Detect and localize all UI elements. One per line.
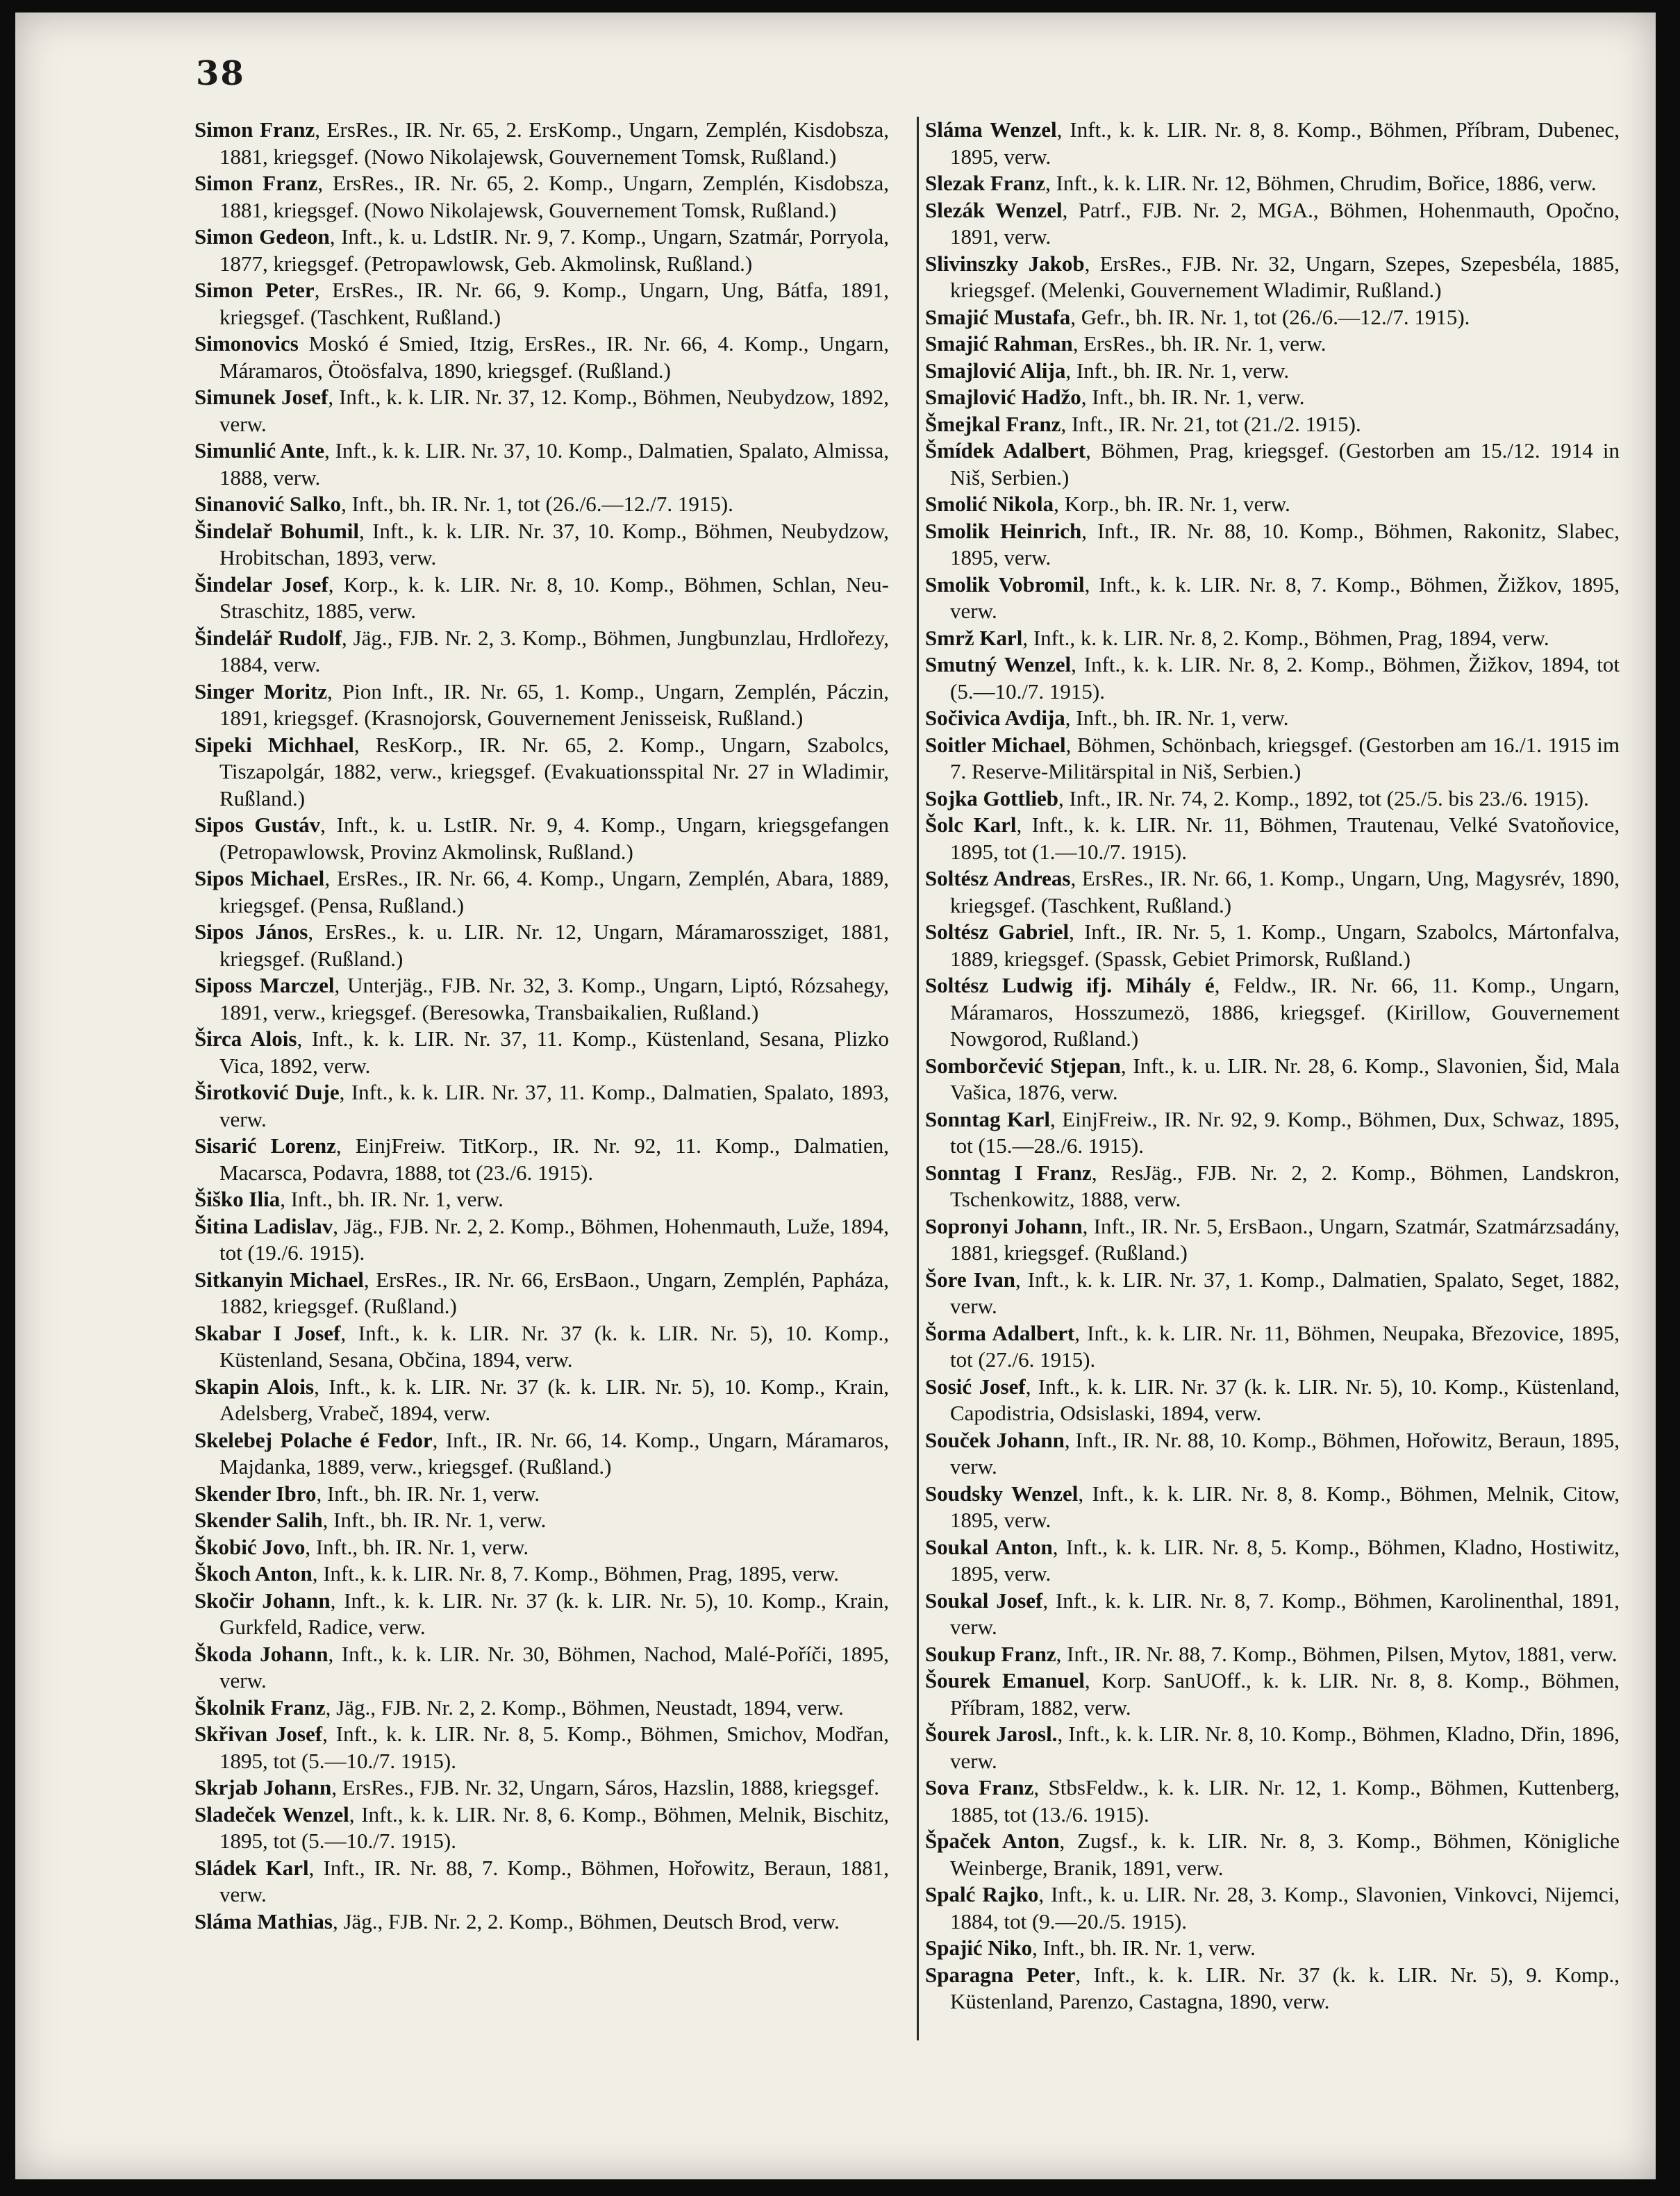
register-entry [194,117,889,170]
entry-details: , Korp., k. k. LIR. Nr. 8, 10. Komp., Böhmen, Schlan, Neu-Straschitz, 1885, verw. [219,572,889,623]
entry-details: , Inft., IR. Nr. 88, 10. Komp., Böhmen, Rakonitz, Slabec, 1895, verw. [950,518,1620,569]
entry-name: Simonovics [194,331,299,356]
entry-details: , Jäg., FJB. Nr. 2, 2. Komp., Böhmen, Hohenmauth, Luže, 1894, tot (19./6. 1915). [219,1213,889,1265]
entry-name: Smrž Karl [925,625,1023,650]
register-entry [925,972,1620,1053]
entry-details: , ErsRes., IR. Nr. 65, 2. ErsKomp., Ungarn, Zemplén, Kisdobsza, 1881, kriegsgef. (Nowo Nikolajewsk, Gouvernement Tomsk, Rußland.) [219,117,889,169]
entry-details: , Inft., k. k. LIR. Nr. 8, 7. Komp., Böhmen, Karolinenthal, 1891, verw. [950,1588,1620,1639]
register-entry [925,1774,1620,1828]
entry-details: , Inft., bh. IR. Nr. 1, verw. [280,1187,504,1211]
entry-details: , ErsRes., IR. Nr. 66, ErsBaon., Ungarn, Zemplén, Papháza, 1882, kriegsgef. (Rußland.) [219,1267,889,1318]
entry-name: Šourek Jarosl. [925,1722,1058,1746]
entry-details: , Inft., IR. Nr. 88, 10. Komp., Böhmen, Hořowitz, Beraun, 1895, verw. [950,1427,1620,1479]
register-entry [925,705,1620,732]
register-entry [925,812,1620,865]
entry-details: , Inft., k. k. LIR. Nr. 37 (k. k. LIR. Nr. 5), 10. Komp., Krain, Gurkfeld, Radice, verw. [219,1588,889,1639]
register-entry [194,331,889,384]
register-entry [194,972,889,1026]
entry-details: , Korp., bh. IR. Nr. 1, verw. [1054,492,1290,516]
entry-name: Spajić Niko [925,1936,1033,1960]
register-entry [194,1908,889,1936]
entry-name: Škoch Anton [194,1561,313,1586]
entry-details: , Inft., k. k. LIR. Nr. 37, 10. Komp., Böhmen, Neubydzow, Hrobitschan, 1893, verw. [219,518,889,569]
register-entry [194,625,889,679]
register-entry [925,1481,1620,1534]
register-entry [194,1213,889,1267]
entry-name: Skender Salih [194,1508,323,1532]
entry-name: Sipos János [194,920,308,944]
entry-details: , Inft., k. k. LIR. Nr. 8, 5. Komp., Böhmen, Kladno, Hostiwitz, 1895, verw. [950,1534,1620,1586]
register-entry [194,1695,889,1722]
entry-details: , ErsRes., IR. Nr. 65, 2. Komp., Ungarn, Zemplén, Kisdobsza, 1881, kriegsgef. (Nowo Nikolajewsk, Gouvernement Tomsk, Rußland.) [219,171,889,222]
entry-name: Slivinszky Jakob [925,251,1085,276]
register-entry [194,1026,889,1079]
entry-name: Simunlić Ante [194,438,324,463]
entry-name: Sonntag I Franz [925,1160,1092,1185]
register-entry [925,1160,1620,1213]
register-entry [925,865,1620,919]
entry-name: Soltész Gabriel [925,920,1070,944]
register-entry [925,304,1620,331]
entry-details: , Böhmen, Schönbach, kriegsgef. (Gestorben am 16./1. 1915 im 7. Reserve-Militärspital in Niš, Serbien.) [950,732,1620,783]
register-entry [925,1374,1620,1427]
entry-name: Soitler Michael [925,732,1066,757]
register-entry [925,732,1620,785]
entry-name: Smolik Heinrich [925,518,1082,543]
entry-details: , Inft., bh. IR. Nr. 1, verw. [305,1534,529,1559]
register-entry [194,1267,889,1320]
entry-name: Souček Johann [925,1427,1065,1452]
left-column [194,117,889,1935]
entry-name: Skelebej Polache é Fedor [194,1427,433,1452]
entry-name: Slezak Franz [925,171,1046,195]
entry-name: Skender Ibro [194,1481,317,1506]
register-entry [925,411,1620,438]
register-entry [194,919,889,972]
entry-details: , Inft., k. k. LIR. Nr. 8, 5. Komp., Böhmen, Smichov, Modřan, 1895, tot (5.—10./7. 1915). [219,1722,889,1773]
entry-name: Škobić Jovo [194,1534,306,1559]
entry-name: Soltész Ludwig ifj. Mihály é [925,973,1215,997]
entry-name: Šiško Ilia [194,1187,281,1211]
entry-name: Sládek Karl [194,1855,309,1880]
register-entry [194,438,889,491]
entry-name: Sojka Gottlieb [925,785,1059,810]
register-entry [925,1962,1620,2015]
entry-details: , Inft., IR. Nr. 5, 1. Komp., Ungarn, Szabolcs, Mártonfalva, 1889, kriegsgef. (Spassk, Gebiet Primorsk, Rußland.) [950,920,1620,971]
entry-name: Sladeček Wenzel [194,1802,349,1827]
entry-name: Sitkanyin Michael [194,1267,364,1292]
entry-details: , Inft., bh. IR. Nr. 1, verw. [1065,706,1289,730]
entry-name: Skabar I Josef [194,1320,341,1345]
entry-name: Šindelar Josef [194,572,328,597]
entry-name: Sisarić Lorenz [194,1133,336,1158]
entry-details: , Inft., k. k. LIR. Nr. 12, Böhmen, Chrudim, Bořice, 1886, verw. [1045,171,1597,195]
entry-details: , Inft., IR. Nr. 74, 2. Komp., 1892, tot (25./5. bis 23./6. 1915). [1058,785,1589,810]
register-entry [194,1802,889,1855]
register-entry [194,1774,889,1802]
register-entry [194,572,889,625]
register-entry [925,572,1620,625]
entry-name: Smajić Rahman [925,331,1073,356]
register-entry [194,491,889,518]
register-entry [194,518,889,572]
entry-details: , Inft., bh. IR. Nr. 1, verw. [316,1481,540,1506]
entry-details: , Inft., bh. IR. Nr. 1, verw. [1032,1936,1256,1960]
page-number: 38 [196,54,245,93]
entry-details: , Inft., k. k. LIR. Nr. 37, 1. Komp., Dalmatien, Spalato, Seget, 1882, verw. [950,1267,1620,1318]
register-entry [925,1641,1620,1668]
register-entry [925,1935,1620,1962]
entry-details: , Jäg., FJB. Nr. 2, 3. Komp., Böhmen, Jungbunzlau, Hrdlořezy, 1884, verw. [219,625,889,676]
register-entry [925,1534,1620,1588]
entry-name: Siposs Marczel [194,973,335,997]
register-entry [925,785,1620,813]
entry-details: , Inft., bh. IR. Nr. 1, verw. [1065,358,1290,383]
register-entry [194,1588,889,1641]
entry-name: Špaček Anton [925,1829,1060,1853]
entry-name: Simon Peter [194,278,315,302]
entry-name: Singer Moritz [194,679,328,704]
column-divider [917,117,919,2040]
register-entry [925,625,1620,652]
entry-details: , Inft., k. k. LIR. Nr. 37 (k. k. LIR. Nr. 5), 10. Komp., Küstenland, Capodistria, Odsislaski, 1894, verw. [950,1374,1620,1425]
entry-details: , Inft., k. k. LIR. Nr. 8, 2. Komp., Böhmen, Prag, 1894, verw. [1022,625,1549,650]
entry-details: , Zugsf., k. k. LIR. Nr. 8, 3. Komp., Böhmen, Königliche Weinberge, Branik, 1891, verw. [950,1829,1620,1880]
entry-name: Sipos Gustáv [194,813,321,837]
register-entry [194,865,889,919]
entry-details: , Inft., k. u. LstIR. Nr. 9, 4. Komp., Ungarn, kriegsgefangen (Petropawlowsk, Provinz Akmolinsk, Rußland.) [219,813,890,864]
entry-details: , Jäg., FJB. Nr. 2, 2. Komp., Böhmen, Neustadt, 1894, verw. [325,1695,844,1720]
entry-details: , Inft., k. k. LIR. Nr. 37 (k. k. LIR. Nr. 5), 10. Komp., Krain, Adelsberg, Vrabeč, 1894, verw. [219,1374,889,1425]
register-entry [194,1133,889,1186]
entry-details: , Inft., k. k. LIR. Nr. 37, 10. Komp., Dalmatien, Spalato, Almissa, 1888, verw. [219,438,889,490]
entry-details: , Inft., bh. IR. Nr. 1, verw. [322,1508,547,1532]
entry-details: Moskó é Smied, Itzig, ErsRes., IR. Nr. 66, 4. Komp., Ungarn, Máramaros, Ötoösfalva, 1890, kriegsgef. (Rußland.) [219,331,889,383]
register-entry [925,1053,1620,1106]
entry-name: Šitina Ladislav [194,1213,333,1238]
register-entry [925,491,1620,518]
entry-name: Sosić Josef [925,1374,1026,1399]
entry-name: Smajlović Alija [925,358,1066,383]
entry-name: Šindelář Rudolf [194,625,342,650]
register-entry [925,1427,1620,1481]
entry-name: Simon Gedeon [194,224,330,249]
entry-name: Smutný Wenzel [925,652,1072,676]
entry-name: Sipos Michael [194,866,325,890]
entry-name: Skrjab Johann [194,1775,332,1799]
entry-details: , EinjFreiw., IR. Nr. 92, 9. Komp., Böhmen, Dux, Schwaz, 1895, tot (15.—28./6. 1915). [950,1106,1620,1158]
register-entry [925,251,1620,304]
document-page [15,13,1656,2179]
register-entry [925,1828,1620,1881]
register-entry [194,1320,889,1374]
entry-name: Sova Franz [925,1775,1034,1799]
entry-name: Somborčević Stjepan [925,1053,1121,1078]
register-entry [194,1641,889,1695]
entry-details: , Inft., k. k. LIR. Nr. 37, 11. Komp., Küstenland, Sesana, Plizko Vica, 1892, verw. [219,1026,889,1078]
entry-name: Šolc Karl [925,813,1017,837]
register-entry [925,1320,1620,1374]
entry-details: , Patrf., FJB. Nr. 2, MGA., Böhmen, Hohenmauth, Opočno, 1891, verw. [950,197,1620,249]
entry-name: Soudsky Wenzel [925,1481,1079,1506]
entry-name: Sočivica Avdija [925,706,1065,730]
entry-details: , Böhmen, Prag, kriegsgef. (Gestorben am 15./12. 1914 in Niš, Serbien.) [950,438,1620,490]
entry-name: Soukal Anton [925,1534,1053,1559]
register-entry [194,224,889,277]
entry-name: Sopronyi Johann [925,1213,1083,1238]
entry-name: Simon Franz [194,117,315,142]
entry-name: Šindelař Bohumil [194,518,359,543]
register-entry [194,1079,889,1133]
register-entry [194,170,889,224]
register-entry [194,1721,889,1774]
entry-details: , Inft., k. u. LIR. Nr. 28, 3. Komp., Slavonien, Vinkovci, Nijemci, 1884, tot (9.—20./5. 1915). [950,1882,1620,1933]
entry-details: , Inft., k. k. LIR. Nr. 8, 10. Komp., Böhmen, Kladno, Dřin, 1896, verw. [950,1722,1620,1773]
entry-details: , Inft., k. k. LIR. Nr. 8, 2. Komp., Böhmen, Žižkov, 1894, tot (5.—10./7. 1915). [950,652,1620,704]
register-entry [194,384,889,438]
entry-details: , Inft., k. k. LIR. Nr. 30, Böhmen, Nachod, Malé-Poříči, 1895, verw. [219,1641,889,1692]
entry-details: , ErsRes., IR. Nr. 66, 4. Komp., Ungarn, Zemplén, Abara, 1889, kriegsgef. (Pensa, Rußland.) [219,866,890,917]
entry-details: , Gefr., bh. IR. Nr. 1, tot (26./6.—12./7. 1915). [1070,304,1470,329]
entry-details: , Inft., IR. Nr. 66, 14. Komp., Ungarn, Máramaros, Majdanka, 1889, verw., kriegsgef. (Rußland.) [219,1427,889,1479]
register-entry [194,1186,889,1213]
entry-details: , ErsRes., bh. IR. Nr. 1, verw. [1072,331,1326,356]
entry-details: , Inft., IR. Nr. 21, tot (21./2. 1915). [1061,411,1361,436]
register-entry [925,197,1620,251]
register-entry [925,651,1620,705]
register-entry [194,679,889,732]
entry-name: Škoda Johann [194,1641,328,1666]
register-entry [194,1561,889,1588]
entry-details: , Inft., bh. IR. Nr. 1, tot (26./6.—12./7. 1915). [341,492,733,516]
entry-details: , StbsFeldw., k. k. LIR. Nr. 12, 1. Komp., Böhmen, Kuttenberg, 1885, tot (13./6. 1915). [950,1775,1620,1827]
entry-name: Smolić Nikola [925,492,1054,516]
register-entry [925,1267,1620,1320]
register-entry [925,518,1620,572]
entry-details: , Inft., k. k. LIR. Nr. 8, 6. Komp., Böhmen, Melnik, Bischitz, 1895, tot (5.—10./7. 1915). [219,1802,889,1853]
entry-name: Sláma Wenzel [925,117,1057,142]
entry-name: Spalć Rajko [925,1882,1039,1906]
register-entry [925,170,1620,197]
entry-details: , ResJäg., FJB. Nr. 2, 2. Komp., Böhmen, Landskron, Tschenkowitz, 1888, verw. [950,1160,1620,1211]
register-entry [194,1427,889,1481]
register-entry [925,1106,1620,1160]
entry-details: , ResKorp., IR. Nr. 65, 2. Komp., Ungarn, Szabolcs, Tiszapolgár, 1882, verw., kriegsgef. (Evakuationsspital Nr. 27 in Wladimir, Rußland.) [219,732,889,810]
entry-details: , Inft., IR. Nr. 88, 7. Komp., Böhmen, Hořowitz, Beraun, 1881, verw. [219,1855,889,1906]
entry-name: Sláma Mathias [194,1908,333,1933]
entry-details: , Korp. SanUOff., k. k. LIR. Nr. 8, 8. Komp., Böhmen, Příbram, 1882, verw. [950,1668,1620,1720]
entry-name: Šmídek Adalbert [925,438,1086,463]
register-entry [194,732,889,813]
entry-name: Soltész Andreas [925,866,1071,890]
entry-details: , Inft., k. k. LIR. Nr. 11, Böhmen, Neupaka, Březovice, 1895, tot (27./6. 1915). [950,1320,1620,1372]
entry-details: , ErsRes., IR. Nr. 66, 9. Komp., Ungarn, Ung, Bátfa, 1891, kriegsgef. (Taschkent, Rußland.) [219,278,889,329]
entry-details: , Inft., IR. Nr. 88, 7. Komp., Böhmen, Pilsen, Mytov, 1881, verw. [1056,1641,1617,1666]
entry-name: Šourek Emanuel [925,1668,1085,1692]
register-entry [194,1481,889,1508]
entry-name: Slezák Wenzel [925,197,1063,222]
entry-details: , Inft., k. u. LIR. Nr. 28, 6. Komp., Slavonien, Šid, Mala Vašica, 1876, verw. [950,1053,1620,1104]
entry-name: Simunek Josef [194,385,328,409]
register-entry [194,277,889,331]
entry-name: Sparagna Peter [925,1962,1076,1987]
entry-name: Širotković Duje [194,1080,340,1104]
entry-details: , Inft., bh. IR. Nr. 1, verw. [1081,385,1305,409]
entry-name: Soukup Franz [925,1641,1056,1666]
register-entry [925,1588,1620,1641]
entry-details: , Inft., k. k. LIR. Nr. 11, Böhmen, Trautenau, Velké Svatoňovice, 1895, tot (1.—10./7. 1915). [950,813,1620,864]
entry-name: Širca Alois [194,1026,297,1051]
register-entry [925,1213,1620,1267]
entry-details: , ErsRes., k. u. LIR. Nr. 12, Ungarn, Máramarossziget, 1881, kriegsgef. (Rußland.) [219,920,889,971]
register-entry [194,1374,889,1427]
register-entry [925,1721,1620,1774]
entry-details: , Inft., k. k. LIR. Nr. 37 (k. k. LIR. Nr. 5), 9. Komp., Küstenland, Parenzo, Castagna, 1890, verw. [950,1962,1620,2013]
register-entry [925,1881,1620,1935]
entry-name: Šorma Adalbert [925,1320,1075,1345]
register-entry [194,1855,889,1908]
register-entry [925,358,1620,385]
entry-details: , Inft., k. k. LIR. Nr. 8, 7. Komp., Böhmen, Prag, 1895, verw. [312,1561,839,1586]
entry-name: Soukal Josef [925,1588,1043,1613]
entry-name: Skočir Johann [194,1588,331,1613]
entry-name: Školnik Franz [194,1695,326,1720]
register-entry [925,331,1620,358]
entry-details: , Inft., k. u. LdstIR. Nr. 9, 7. Komp., Ungarn, Szatmár, Porryola, 1877, kriegsgef. (Petropawlowsk, Geb. Akmolinsk, Rußland.) [219,224,889,276]
entry-name: Sipeki Michhael [194,732,354,757]
entry-details: , Inft., IR. Nr. 5, ErsBaon., Ungarn, Szatmár, Szatmárzsadány, 1881, kriegsgef. (Rußland.) [950,1213,1620,1265]
entry-details: , Unterjäg., FJB. Nr. 32, 3. Komp., Ungarn, Liptó, Rózsahegy, 1891, verw., kriegsgef. (Beresowka, Transbaikalien, Rußland.) [219,973,890,1024]
entry-details: , Inft., k. k. LIR. Nr. 37, 12. Komp., Böhmen, Neubydzow, 1892, verw. [219,385,889,436]
register-entry [925,1667,1620,1721]
register-entry [925,919,1620,972]
entry-name: Sinanović Salko [194,492,342,516]
entry-name: Smajić Mustafa [925,304,1071,329]
entry-details: , ErsRes., FJB. Nr. 32, Ungarn, Szepes, Szepesbéla, 1885, kriegsgef. (Melenki, Gouvernement Wladimir, Rußland.) [950,251,1620,302]
register-entry [194,1534,889,1561]
entry-details: , Pion Inft., IR. Nr. 65, 1. Komp., Ungarn, Zemplén, Páczin, 1891, kriegsgef. (Krasnojorsk, Gouvernement Jenisseisk, Rußland.) [219,679,889,730]
entry-details: , Inft., k. k. LIR. Nr. 8, 7. Komp., Böhmen, Žižkov, 1895, verw. [950,572,1620,623]
entry-details: , EinjFreiw. TitKorp., IR. Nr. 92, 11. Komp., Dalmatien, Macarsca, Podavra, 1888, tot (23./6. 1915). [219,1133,889,1185]
right-column [925,117,1620,2015]
register-entry [925,384,1620,411]
entry-details: , Inft., k. k. LIR. Nr. 8, 8. Komp., Böhmen, Příbram, Dubenec, 1895, verw. [950,117,1620,169]
entry-name: Šore Ivan [925,1267,1016,1292]
entry-name: Šmejkal Franz [925,411,1061,436]
entry-details: , ErsRes., IR. Nr. 66, 1. Komp., Ungarn, Ung, Magysrév, 1890, kriegsgef. (Taschkent, Rußland.) [950,866,1620,917]
entry-name: Smajlović Hadžo [925,385,1081,409]
register-entry [925,117,1620,170]
entry-details: , ErsRes., FJB. Nr. 32, Ungarn, Sáros, Hazslin, 1888, kriegsgef. [331,1775,879,1799]
register-entry [925,438,1620,491]
register-entry [194,812,889,865]
entry-name: Smolik Vobromil [925,572,1085,597]
entry-details: , Feldw., IR. Nr. 66, 11. Komp., Ungarn, Máramaros, Hosszumezö, 1886, kriegsgef. (Kirillow, Gouvernement Nowgorod, Rußland.) [950,973,1620,1051]
entry-details: , Inft., k. k. LIR. Nr. 37, 11. Komp., Dalmatien, Spalato, 1893, verw. [219,1080,889,1131]
entry-details: , Inft., k. k. LIR. Nr. 8, 8. Komp., Böhmen, Melnik, Citow, 1895, verw. [950,1481,1620,1532]
register-entry [194,1507,889,1534]
entry-name: Sonntag Karl [925,1106,1050,1131]
entry-name: Skřivan Josef [194,1722,323,1746]
entry-details: , Inft., k. k. LIR. Nr. 37 (k. k. LIR. Nr. 5), 10. Komp., Küstenland, Sesana, Občina, 1894, verw. [219,1320,890,1372]
entry-details: , Jäg., FJB. Nr. 2, 2. Komp., Böhmen, Deutsch Brod, verw. [332,1908,840,1933]
entry-name: Simon Franz [194,171,318,195]
entry-name: Skapin Alois [194,1374,315,1399]
